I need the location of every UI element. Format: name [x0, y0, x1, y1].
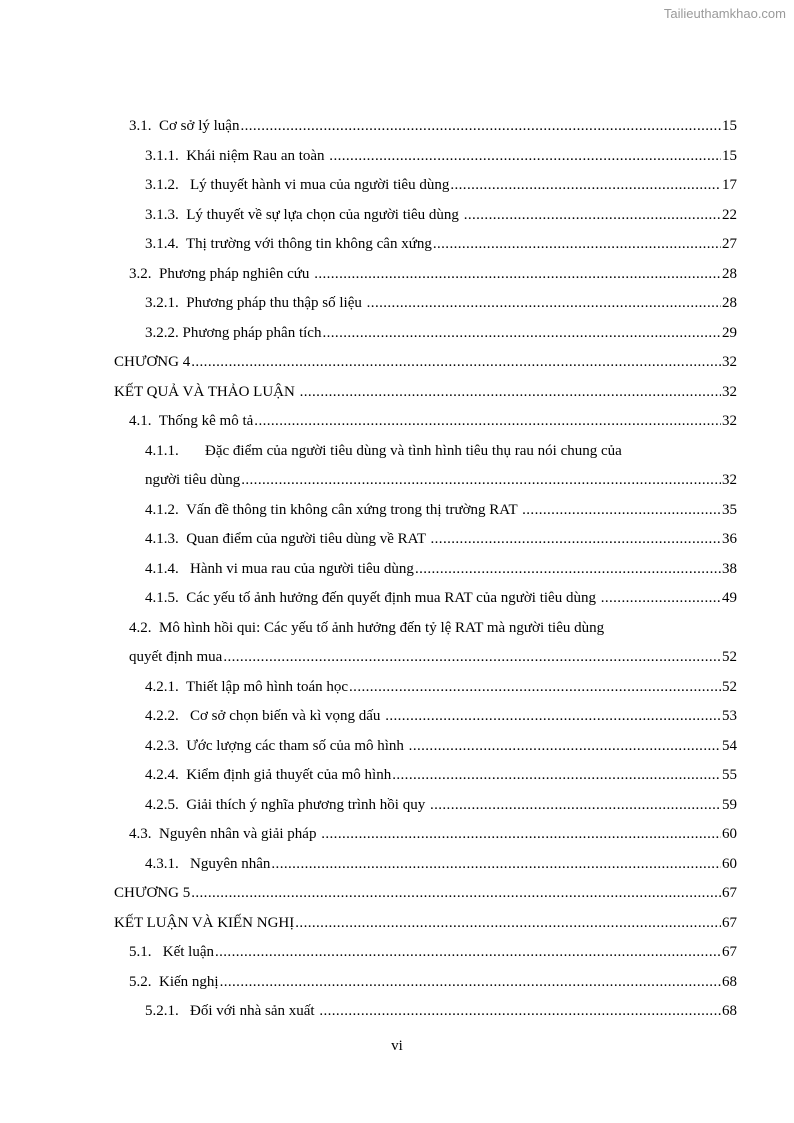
toc-entry-label: 3.1.2. Lý thuyết hành vi mua của người tiêu dùng — [145, 177, 450, 193]
dot-leader — [321, 822, 721, 846]
toc-entry[interactable] — [114, 380, 737, 410]
dot-leader — [450, 173, 721, 197]
toc-entry[interactable] — [114, 409, 737, 439]
dot-leader — [191, 350, 721, 374]
toc-entry-page: 60 — [722, 826, 737, 842]
dot-leader — [241, 468, 721, 492]
dot-leader — [191, 881, 721, 905]
toc-entry-label: 5.2. Kiến nghị — [129, 973, 219, 990]
dot-leader — [415, 557, 721, 581]
toc-entry[interactable] — [114, 852, 737, 882]
dot-leader — [271, 852, 721, 876]
toc-entry-label: 5.1. Kết luận — [129, 944, 214, 960]
toc-entry[interactable] — [114, 262, 737, 292]
toc-entry[interactable] — [114, 616, 737, 646]
toc-entry[interactable] — [114, 232, 737, 262]
toc-entry-label: 4.2.3. Ước lượng các tham số của mô hình — [145, 737, 408, 754]
dot-leader — [464, 203, 721, 227]
toc-entry-label: 4.2.4. Kiểm định giả thuyết của mô hình — [145, 767, 392, 783]
toc-entry-label: quyết định mua — [129, 649, 223, 665]
toc-entry-label: 4.2.1. Thiết lập mô hình toán học — [145, 678, 349, 695]
toc-entry[interactable] — [114, 557, 737, 587]
toc-entry[interactable] — [114, 675, 737, 705]
toc-entry-label: 4.2.5. Giải thích ý nghĩa phương trình hồi quy — [145, 796, 429, 813]
toc-entry-page: 52 — [722, 678, 737, 695]
toc-entry[interactable] — [114, 704, 737, 734]
toc-entry[interactable] — [114, 793, 737, 823]
toc-entry-page: 68 — [722, 1003, 737, 1019]
toc-entry-page: 49 — [722, 590, 737, 606]
toc-entry-page: 55 — [722, 767, 737, 783]
toc-entry-page: 68 — [722, 973, 737, 990]
toc-entry-label: 3.1.4. Thị trường với thông tin không cân xứng — [145, 236, 432, 252]
toc-entry-page: 17 — [722, 177, 737, 193]
toc-entry-label: 4.1.3. Quan điểm của người tiêu dùng về RAT — [145, 531, 430, 547]
toc-entry-label: 3.1.1. Khái niệm Rau an toàn — [145, 147, 329, 164]
toc-entry-label: 4.1. Thống kê mô tả — [129, 413, 254, 429]
toc-entry[interactable] — [114, 439, 737, 469]
toc-entry-page: 38 — [722, 560, 737, 577]
dot-leader — [430, 793, 721, 817]
dot-leader — [392, 763, 721, 787]
toc-entry-page: 54 — [722, 737, 737, 754]
dot-leader — [349, 675, 721, 699]
dot-leader — [240, 114, 721, 138]
toc-entry-label: 3.2. Phương pháp nghiên cứu — [129, 265, 314, 282]
dot-leader — [314, 262, 721, 286]
watermark: Tailieuthamkhao.com — [663, 6, 786, 21]
page-number: vi — [391, 1038, 403, 1054]
toc-entry-label: CHƯƠNG 5 — [114, 885, 191, 901]
toc-entry-page: 15 — [722, 118, 737, 134]
toc-entry-page: 53 — [722, 708, 737, 724]
toc-entry[interactable] — [114, 911, 737, 941]
toc-entry[interactable] — [114, 468, 737, 498]
dot-leader — [431, 527, 722, 551]
toc-entry-page: 67 — [722, 944, 737, 960]
toc-entry[interactable] — [114, 350, 737, 380]
dot-leader — [329, 144, 721, 168]
toc-entry-page: 67 — [722, 885, 737, 901]
toc-entry[interactable] — [114, 763, 737, 793]
dot-leader — [319, 999, 721, 1023]
toc-entry-label: 4.1.4. Hành vi mua rau của người tiêu dùng — [145, 560, 414, 577]
toc-entry-label: CHƯƠNG 4 — [114, 354, 191, 370]
dot-leader — [300, 380, 721, 404]
toc-entry-page: 60 — [722, 855, 737, 872]
toc-entry-label: KẾT QUẢ VÀ THẢO LUẬN — [114, 383, 299, 400]
toc-entry-page: 29 — [722, 324, 737, 341]
dot-leader — [223, 645, 721, 669]
toc-entry[interactable] — [114, 586, 737, 616]
dot-leader — [385, 704, 721, 728]
toc-entry[interactable] — [114, 114, 737, 144]
toc-entry[interactable] — [114, 144, 737, 174]
toc-entry[interactable] — [114, 881, 737, 911]
toc-entry[interactable] — [114, 203, 737, 233]
dot-leader — [409, 734, 721, 758]
toc-entry-label: KẾT LUẬN VÀ KIẾN NGHỊ — [114, 914, 295, 931]
toc-entry-label: 4.1.2. Vấn đề thông tin không cân xứng trong thị trường RAT — [145, 501, 522, 518]
toc-entry-label: người tiêu dùng — [145, 472, 241, 488]
table-of-contents — [114, 114, 737, 1029]
toc-entry-label: 3.1. Cơ sở lý luận — [129, 118, 240, 134]
toc-entry-page: 28 — [722, 265, 737, 282]
toc-entry[interactable] — [114, 291, 737, 321]
toc-entry-page: 28 — [722, 295, 737, 311]
toc-entry-label: 4.1.1. Đặc điểm của người tiêu dùng và tình hình tiêu thụ rau nói chung của — [145, 442, 622, 459]
toc-entry-page: 22 — [722, 206, 737, 223]
dot-leader — [254, 409, 721, 433]
dot-leader — [522, 498, 721, 522]
toc-entry[interactable] — [114, 498, 737, 528]
toc-entry-label: 4.2.2. Cơ sở chọn biến và kì vọng dấu — [145, 708, 385, 724]
toc-entry-label: 3.2.1. Phương pháp thu thập số liệu — [145, 295, 366, 311]
dot-leader — [433, 232, 721, 256]
toc-entry[interactable] — [114, 527, 737, 557]
toc-entry-page: 15 — [722, 147, 737, 164]
dot-leader — [295, 911, 721, 935]
toc-entry-page: 32 — [722, 472, 737, 488]
toc-entry-label: 4.3. Nguyên nhân và giải pháp — [129, 826, 321, 842]
toc-entry[interactable] — [114, 734, 737, 764]
toc-entry[interactable] — [114, 970, 737, 1000]
toc-entry[interactable] — [114, 940, 737, 970]
dot-leader — [215, 940, 721, 964]
toc-entry[interactable] — [114, 645, 737, 675]
toc-entry-label: 3.2.2. Phương pháp phân tích — [145, 324, 322, 341]
toc-entry[interactable] — [114, 822, 737, 852]
toc-entry-label: 4.1.5. Các yếu tố ảnh hưởng đến quyết định mua RAT của người tiêu dùng — [145, 590, 600, 606]
toc-entry-page: 35 — [722, 501, 737, 518]
toc-entry-label: 3.1.3. Lý thuyết về sự lựa chọn của người tiêu dùng — [145, 206, 463, 223]
dot-leader — [367, 291, 721, 315]
toc-entry-label: 4.3.1. Nguyên nhân — [145, 855, 271, 872]
dot-leader — [601, 586, 721, 610]
toc-entry[interactable] — [114, 999, 737, 1029]
toc-entry-page: 36 — [722, 531, 737, 547]
toc-entry-label: 4.2. Mô hình hồi qui: Các yếu tố ảnh hưởng đến tỷ lệ RAT mà người tiêu dùng — [129, 619, 605, 636]
dot-leader — [322, 321, 721, 345]
toc-entry-page: 27 — [722, 236, 737, 252]
toc-entry-page: 32 — [722, 383, 737, 400]
dot-leader — [220, 970, 721, 994]
toc-entry[interactable] — [114, 173, 737, 203]
toc-entry-page: 52 — [722, 649, 737, 665]
toc-entry-page: 67 — [722, 914, 737, 931]
toc-entry-label: 5.2.1. Đối với nhà sản xuất — [145, 1003, 319, 1019]
toc-entry-page: 32 — [722, 413, 737, 429]
toc-entry-page: 32 — [722, 354, 737, 370]
toc-entry-page: 59 — [722, 796, 737, 813]
toc-entry[interactable] — [114, 321, 737, 351]
